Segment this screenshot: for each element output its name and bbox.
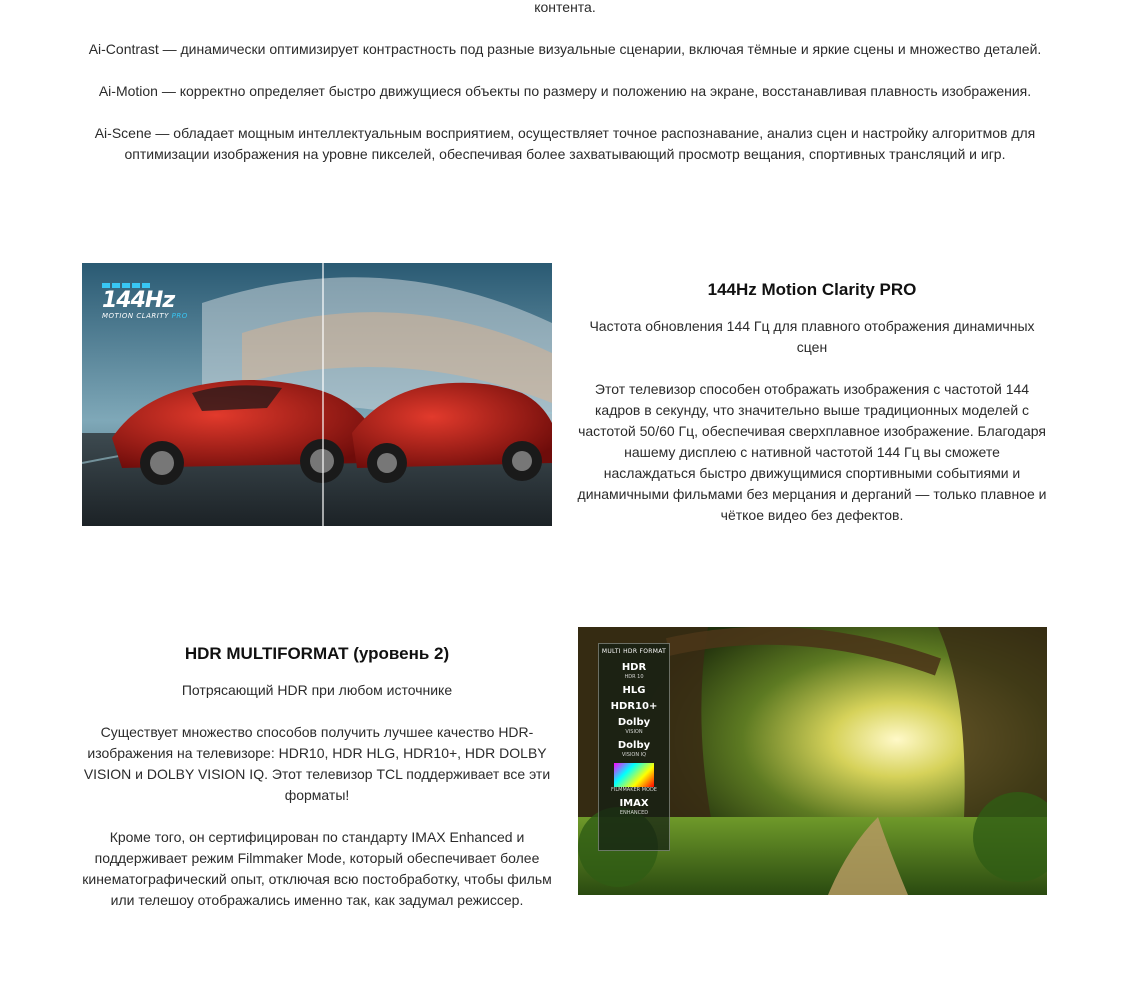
- panel-heading: MULTI HDR FORMAT: [601, 648, 667, 655]
- filmmaker-mode-label: FILMMAKER MODE: [611, 787, 657, 793]
- multi-hdr-format-panel: [598, 643, 670, 851]
- motion-clarity-body: Этот телевизор способен отображать изображения с частотой 144 кадров в секунду, что значительно выше традиционных моделей с частотой 50/60 Гц, обеспечивая сверхплавное изображение. Благодаря нашему дисплею с нативной частотой 144 Гц вы сможете наслаждаться быстро движущимися спортивными событиями и динамичными фильмами без мерцания и дерганий — только плавное и чёткое видео без дефектов.: [577, 381, 1047, 523]
- hdr10-sub: HDR 10: [624, 674, 644, 680]
- motion-clarity-subtitle: Частота обновления 144 Гц для плавного отображения динамичных сцен: [589, 318, 1035, 355]
- 144hz-badge: [102, 283, 188, 320]
- intro-line-0: контента.: [534, 0, 596, 15]
- intro-line-ai-contrast: Ai-Contrast — динамически оптимизирует контрастность под разные визуальные сценарии, включая тёмные и яркие сцены и множество деталей.: [88, 41, 1042, 57]
- hdr-multiformat-text: [82, 642, 552, 932]
- badge-144hz-text: 144Hz: [102, 288, 175, 313]
- dolby-vision-iq-logo: Dolby: [617, 740, 651, 751]
- dolby-vision-iq-sub: VISION IQ: [621, 752, 647, 758]
- intro-line-ai-motion: Ai-Motion — корректно определяет быстро движущиеся объекты по размеру и положению на экране, восстанавливая плавность изображения.: [98, 83, 1032, 99]
- dolby-vision-logo: Dolby: [617, 717, 651, 728]
- motion-clarity-text: [577, 278, 1047, 547]
- hdr10-logo: HDR: [621, 662, 647, 673]
- hdr-title: HDR MULTIFORMAT (уровень 2): [184, 644, 450, 663]
- dolby-vision-sub: VISION: [625, 729, 643, 735]
- hdr-body-imax: Кроме того, он сертифицирован по стандарту IMAX Enhanced и поддерживает режим Filmmaker Mode, который обеспечивает более кинематографический опыт, отключая всю постобработку, чтобы фильм или телешоу отображались именно так, как задумал режиссер.: [82, 829, 552, 908]
- motion-clarity-title: 144Hz Motion Clarity PRO: [707, 280, 917, 299]
- imax-logo: IMAX: [619, 798, 649, 809]
- filmmaker-mode-icon: [614, 763, 654, 787]
- badge-motion-clarity-text: MOTION CLARITY PRO: [102, 312, 188, 320]
- imax-enhanced-sub: ENHANCED: [619, 810, 649, 816]
- hdr-body-formats: Существует множество способов получить лучшее качество HDR-изображения на телевизоре: HDR10, HDR HLG, HDR10+, HDR DOLBY VISION и DOLBY VISION IQ. Этот телевизор TCL поддерживает все эти форматы!: [83, 724, 551, 803]
- intro-text: [82, 0, 1048, 186]
- hdr-subtitle: Потрясающий HDR при любом источнике: [181, 682, 453, 698]
- hlg-logo: HLG: [622, 685, 646, 696]
- hdr10plus-logo: HDR10+: [610, 701, 658, 712]
- hdr-forest-image: [578, 627, 1047, 895]
- motion-clarity-image: [82, 263, 552, 526]
- intro-line-ai-scene: Ai-Scene — обладает мощным интеллектуальным восприятием, осуществляет точное распознавание, анализ сцен и настройку алгоритмов для оптимизации изображения на уровне пикселей, обеспечивая более захватывающий просмотр вещания, спортивных трансляций и игр.: [94, 125, 1036, 162]
